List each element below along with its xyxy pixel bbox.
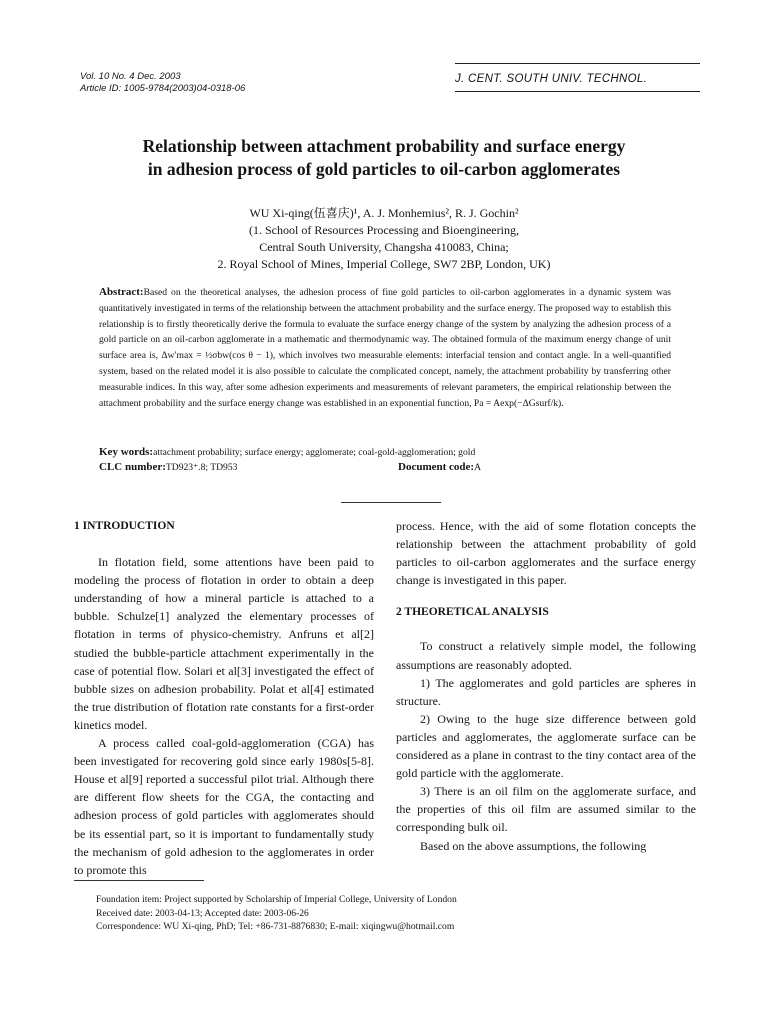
- volume-line: Vol. 10 No. 4 Dec. 2003: [80, 71, 181, 82]
- intro-paragraph-3: process. Hence, with the aid of some flotation concepts the relationship between the attachment probability of gold particles to oil-carbon agglomerates and the surface energy change is investigated in this paper.: [396, 519, 696, 588]
- abstract-text: Based on the theoretical analyses, the adhesion process of fine gold particles to oil-carbon agglomerates in a dynamic system was quantitatively investigated in terms of the relationship between the attachment probability and the surface energy. The proposed way to establish this relationship is to firstly theoretically derive the formula to evaluate the surface energy change of the system by analyzing the adhesion process of a gold particle on an oil-carbon agglomerate in a mathematic and thermodynamic way. The obtained formula of the maximum energy change of unit surface area is, Δw′max = ½σbw(cos θ − 1), which involves two measurable elements: interfacial tension and contact angle. In a well-quantified system, based on the related model it is also possible to calculate the complicated concept, namely, the attachment probability by transferring other measurable indices. In this way, after some adhesion experiments and measurements of relevant parameters, the empirical relationship between the attachment probability and the surface energy change was established in an exponential function, Pa = Aexp(−ΔGsurf/k).: [99, 287, 671, 409]
- intro-paragraph-1: In flotation field, some attentions have been paid to modeling the process of flotation in order to obtain a deep understanding of how a mineral particle is attached to a bubble. Schulze[1] analyzed the elementary processes of flotation in terms of physico-chemistry. Anfruns et al[2] studied the bubble-particle attachment experimentally in the case of potential flow. Solari et al[3] investigated the effect of bubble sizes on adhesion probability. Polat et al[4] estimated the true distribution of flotation rate constants for a first-order kinetics model.: [74, 555, 374, 732]
- affiliation-3: 2. Royal School of Mines, Imperial College, SW7 2BP, London, UK): [217, 257, 551, 271]
- theory-paragraph-1: To construct a relatively simple model, the following assumptions are reasonably adopted.: [396, 639, 696, 672]
- section-divider: [341, 502, 441, 503]
- affiliation-1: (1. School of Resources Processing and Bioengineering,: [249, 223, 519, 237]
- abstract: [99, 285, 671, 411]
- intro-paragraph-2: A process called coal-gold-agglomeration (CGA) has been investigated for recovering gold since early 1980s[5-8]. House et al[9] reported a successful pilot trial. Although there are different flow sheets for the CGA, the contacting and adhesion process of gold particles with agglomerates should be its essential part, so it is important to fundamentally study the mechanism of gold adhesion to the agglomerates in order to promote this: [74, 736, 374, 877]
- assumption-1: 1) The agglomerates and gold particles are spheres in structure.: [396, 675, 696, 708]
- doc-code-label: Document code:: [398, 461, 475, 473]
- theory-heading: 2 THEORETICAL ANALYSIS: [396, 606, 549, 619]
- doc-code-text: A: [474, 462, 482, 473]
- keywords: [99, 445, 671, 460]
- left-column: [74, 517, 374, 879]
- keywords-label: Key words:: [99, 446, 154, 458]
- clc-label: CLC number:: [99, 461, 166, 473]
- author-block: [60, 205, 708, 273]
- received-date: Received date: 2003-04-13; Accepted date: 2003-06-26: [96, 907, 309, 919]
- assumption-3: 3) There is an oil film on the agglomerate surface, and the properties of this oil film are assumed similar to the corresponding bulk oil.: [396, 784, 696, 835]
- clc-text: TD923⁺.8; TD953: [165, 462, 238, 473]
- footnotes: [96, 893, 457, 934]
- right-column: [396, 517, 696, 855]
- journal-name: J. CENT. SOUTH UNIV. TECHNOL.: [455, 73, 648, 85]
- document-code: [398, 461, 481, 473]
- footnote-rule: [74, 880, 204, 881]
- paper-title: [60, 135, 708, 181]
- foundation-item: Foundation item: Project supported by Scholarship of Imperial College, University of London: [96, 894, 457, 905]
- assumption-2: 2) Owing to the huge size difference between gold particles and agglomerates, the agglomerate surface can be considered as a plane in contrast to the tiny contact area of the gold particle with the agglomerate.: [396, 711, 696, 781]
- abstract-label: Abstract:: [99, 286, 144, 298]
- header-rule-top: [455, 63, 700, 64]
- title-line-1: Relationship between attachment probability and surface energy: [142, 136, 626, 156]
- clc-number: [99, 461, 237, 473]
- header-rule-bottom: [455, 91, 700, 92]
- title-line-2: in adhesion process of gold particles to oil-carbon agglomerates: [147, 159, 621, 179]
- correspondence: Correspondence: WU Xi-qing, PhD; Tel: +86-731-8876830; E-mail: xiqingwu@hotmail.com: [96, 921, 455, 932]
- keywords-text: attachment probability; surface energy; agglomerate; coal-gold-agglomeration; gold: [153, 447, 476, 458]
- article-id: Article ID: 1005-9784(2003)04-0318-06: [80, 83, 246, 94]
- affiliation-2: Central South University, Changsha 410083, China;: [259, 240, 509, 254]
- author-names: WU Xi-qing(伍喜庆)¹, A. J. Monhemius², R. J. Gochin²: [249, 206, 519, 220]
- theory-paragraph-2: Based on the above assumptions, the following: [420, 838, 647, 853]
- intro-heading: 1 INTRODUCTION: [74, 520, 175, 532]
- issue-info: [80, 71, 245, 95]
